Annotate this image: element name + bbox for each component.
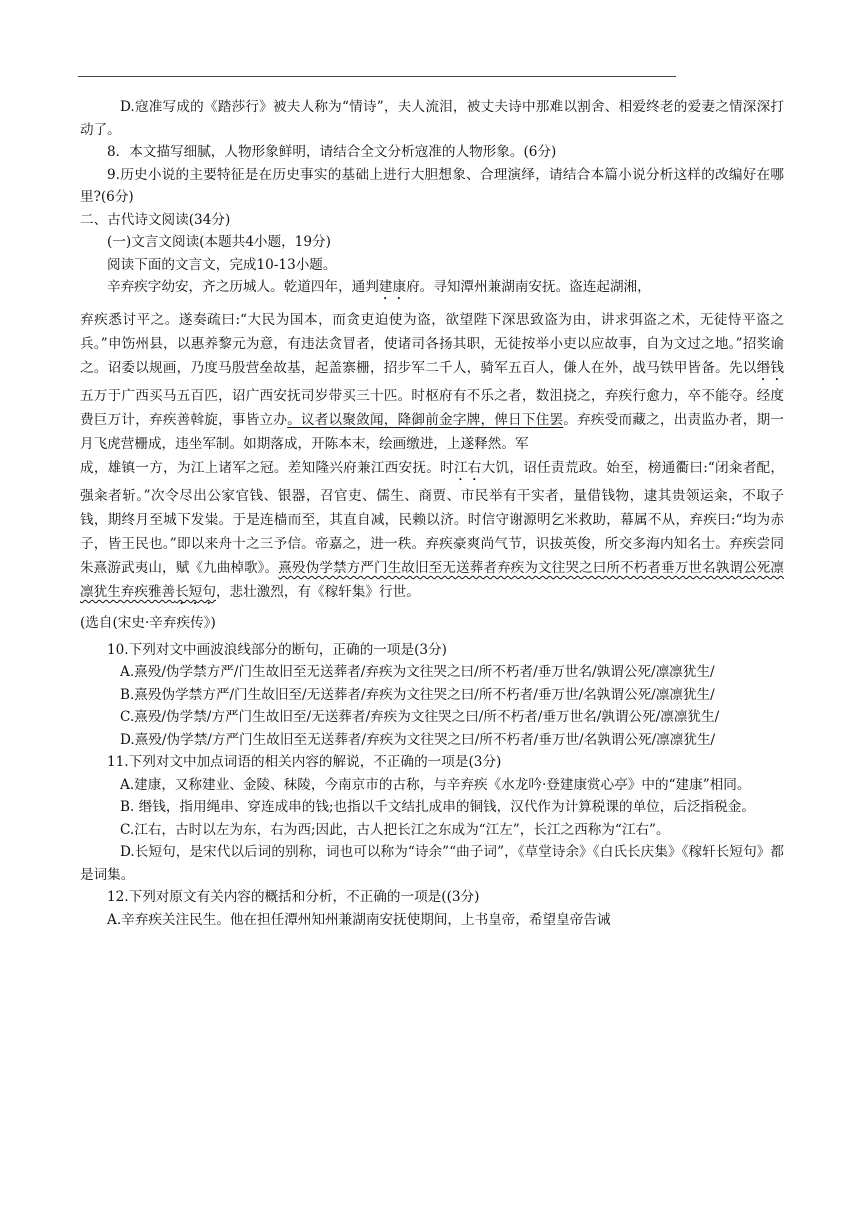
- passage-paragraph-1: [80, 276, 784, 303]
- reading-instruction: 阅读下面的文言文，完成10-13小题。: [107, 256, 337, 273]
- question-9: 9.历史小说的主要特征是在历史事实的基础上进行大胆想象、合理演绎，请结合本篇小说分析这样的改编好在哪里?(6分): [80, 166, 784, 205]
- passage-text: 弃疾悉讨平之。遂奏疏曰:“大民为国本，而贪吏迫使为盗，欲望陛下深思致盗为由，讲求弭盗之术，无徒恃平盗之兵。”申饬州县，以惠养黎元为意，有违法贪冒者，使诸司各扬其职，无徒按举小吏以应故事，自为文过之地。”招奖谕之。诏委以规画，乃度马殷营垒故基，起盖寨栅，招步军二千人，骑军五百人，傔人在外，战马铁甲皆备。先以: [80, 312, 784, 376]
- passage-text: 成，雄镇一方，为江上诸军之冠。差知隆兴府兼江西安抚。时: [80, 460, 454, 476]
- question-10-option-a: A.熹殁/伪学禁方严/门生故旧至无送葬者/弃疾为文往哭之曰/所不朽者/垂万世名/孰谓公死/凛凛犹生/: [120, 664, 715, 680]
- question-11-option-c: C.江右，古时以左为东，右为西;因此，古人把长江之东成为“江左”，长江之西称为“江右”。: [120, 821, 670, 838]
- dotted-term-jiangyou: 江右: [453, 460, 482, 476]
- passage-text: 府。寻知潭州兼湖南安抚。盗连起湖湘，: [406, 279, 651, 295]
- passage-text: 大饥，诏任责荒政。始至，榜通衢曰:“闭籴者配，强籴者斩。”次令尽出公家官钱、银器，召官吏、儒生、商贾、市民举有干实者，量借钱物，逮其贵领运籴，不取子钱，期终月至城下发粜。于是连樯而至，其直自减，民赖以济。时信守谢源明乞米救助，幕属不从，弃疾曰:“均为赤子，皆王民也。”即以来舟十之三予信。帝嘉之，进一秩。弃疾豪爽尚气节，识拔英俊，所交多海内知名士。弃疾尝同朱熹游武夷山，赋《九曲棹歌》。: [80, 460, 785, 576]
- header-rule: [78, 76, 676, 77]
- passage-source: (选自(宋史·辛弃疾传》): [80, 615, 216, 631]
- question-11-option-b: B. 缗钱，指用绳串、穿连成串的钱;也指以千文结扎成串的铜钱，汉代作为计算税课的单位，后泛指税金。: [120, 799, 755, 815]
- dotted-term-jiankang: 建康: [378, 279, 407, 295]
- question-10-option-b: B.熹殁伪学禁方严/门生故旧至/无送葬者/弃疾为文往哭之曰/所不朽者/垂万世/名孰谓公死/凛凛犹生/: [120, 686, 715, 703]
- passage-text: ，悲壮激烈，有《稼轩集》行世。: [215, 584, 420, 600]
- subsection-heading: (一)文言文阅读(本题共4小题，19分): [107, 234, 331, 250]
- passage-paragraph-2: [80, 308, 784, 456]
- question-11-option-a: A.建康，又称建业、金陵、秣陵，今南京市的古称，与辛弃疾《水龙吟·登建康赏心亭》中的“建康”相同。: [120, 776, 751, 793]
- question-10-option-c: C.熹殁/伪学禁/方严门生故旧至/无送葬者/弃疾为文往哭之曰/所不朽者/垂万世名/孰谓公死/凛凛犹生/: [120, 709, 720, 725]
- question-11-option-d: D.长短句，是宋代以后词的别称，词也可以称为“诗余”“曲子词”，《草堂诗余》《白氏长庆集》《稼轩长短句》都是词集。: [80, 844, 784, 883]
- question-10-stem: 10.下列对文中画波浪线部分的断句，正确的一项是(3分): [107, 641, 447, 658]
- question-12-option-a: A.辛弃疾关注民生。他在担任潭州知州兼湖南安抚使期间，上书皇帝，希望皇帝告诫: [107, 911, 611, 928]
- dotted-term-minqian: 缗钱: [756, 360, 785, 376]
- passage-paragraph-3: [80, 456, 784, 608]
- passage-text: 辛弃疾字幼安，齐之历城人。乾道四年，通判: [107, 279, 379, 295]
- question-10-option-d: D.熹殁/伪学禁/方严门生故旧至无送葬者/弃疾为文往哭之曰/所不朽者/垂万世/名孰谓公死/凛凛犹生/: [120, 731, 716, 748]
- exam-page: [80, 96, 784, 931]
- underlined-sentence: 。议者以聚敛闻，降御前金字牌，俾日下住罢: [287, 412, 564, 428]
- question-12-stem: 12.下列对原文有关内容的概括和分析，不正确的一项是((3分): [107, 889, 480, 905]
- passage-text: 五万于广西买马五百匹，诏广西安抚司岁带买三十匹。时枢府有不乐之者，数沮挠之，弃疾行愈力，卒不能夺。经度费巨万计，弃疾善斡旋，事皆立办: [80, 388, 784, 428]
- passage-text: 。弃疾受而藏之，出责监办者，期一月飞虎营栅成，违坐军制。如期落成，开陈本末，绘画缴进，上遂释然。军: [80, 412, 785, 452]
- section-heading: 二、古代诗文阅读(34分): [80, 211, 231, 228]
- wavy-underlined-sentence: 熹殁伪学禁方严门生故旧至无送葬者弃疾为文往哭之曰所不朽者垂万世名孰谓公死凛凛犹生弃疾雅善: [80, 560, 785, 600]
- dotted-term-changduanju: 长短句: [175, 584, 216, 600]
- question-8: 8．本文描写细腻，人物形象鲜明，请结合全文分析寇准的人物形象。(6分): [107, 144, 557, 160]
- q7-option-d: D.寇准写成的《踏莎行》被夫人称为“情诗”，夫人流泪，被丈夫诗中那难以割舍、相爱终老的爱妻之情深深打动了。: [80, 99, 784, 138]
- question-11-stem: 11.下列对文中加点词语的相关内容的解说，不正确的一项是(3分): [107, 754, 502, 770]
